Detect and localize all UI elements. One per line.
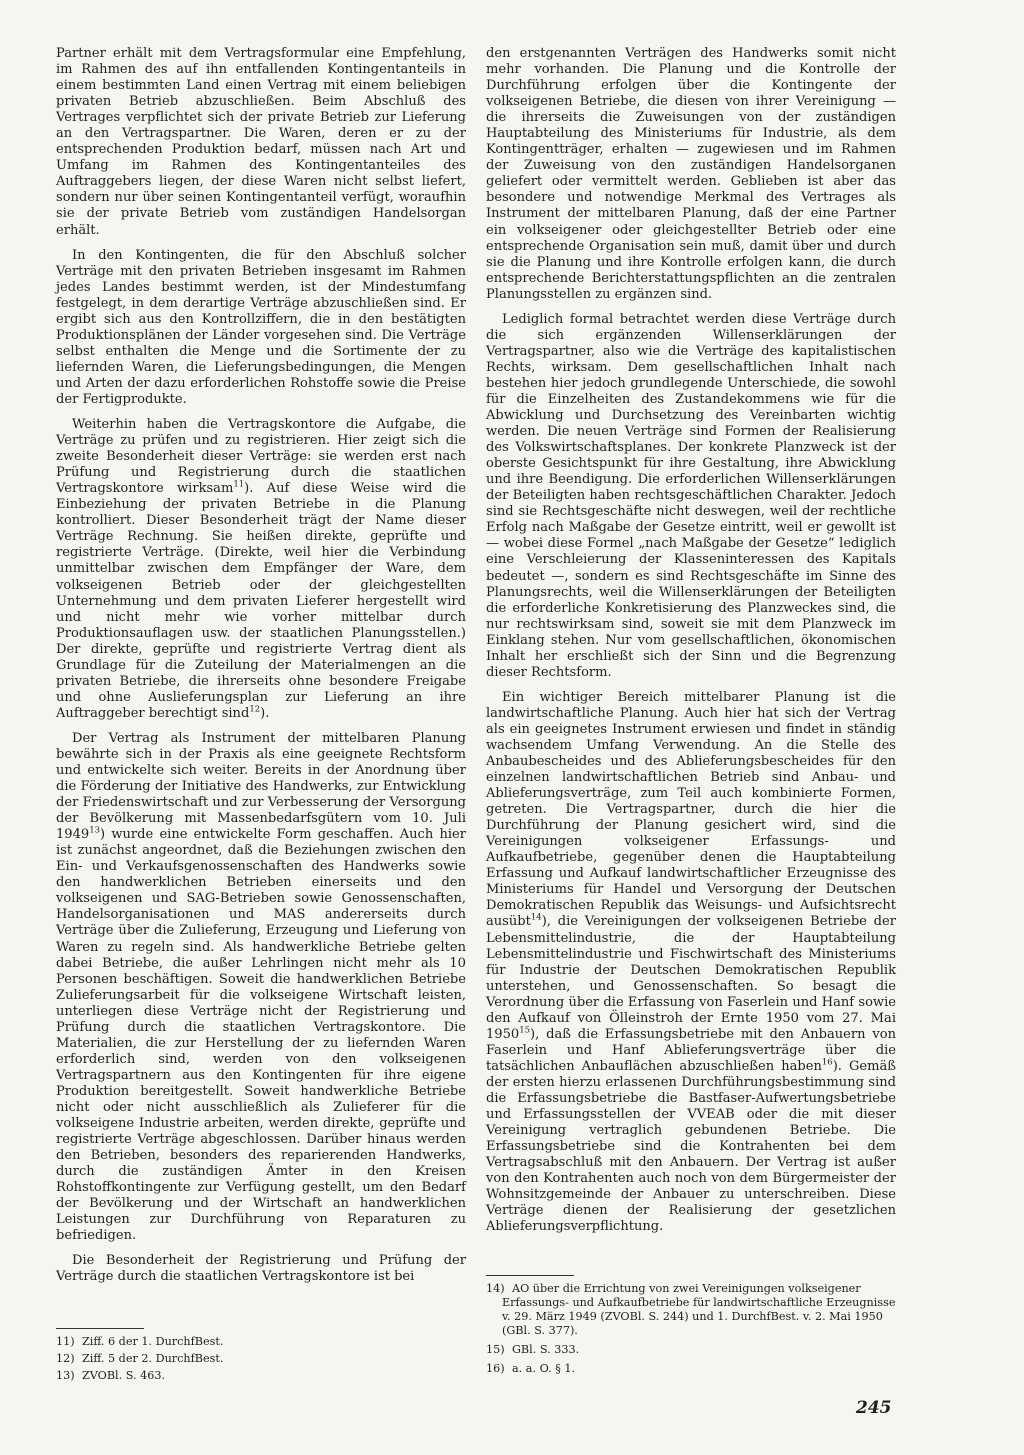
footnote: 13) ZVOBl. S. 463. — [56, 1369, 166, 1382]
footnote-ref: 11 — [233, 479, 245, 490]
footnote-ref: 15 — [519, 1025, 531, 1036]
footnote: 15) GBl. S. 333. — [486, 1343, 580, 1356]
footnote-divider — [56, 1328, 144, 1329]
footnote-ref: 16 — [821, 1057, 833, 1068]
paragraph: Partner erhält mit dem Vertragsformular eine Empfehlung, im Rahmen des auf ihn entfallenden Kontingentanteils in einem bestimmten Land einen Vertrag mit einem beliebigen privaten Betrieb abzuschließen. Beim Abschluß des Vertrages verpflichtet sich der private Betrieb zur Lieferung an den Vertragspartner. Die Waren, deren er zu der entsprechenden Produktion bedarf, müssen nach Art und Umfang im Rahmen des Kontingentanteiles des Auftraggebers liegen, der diese Waren nicht selbst liefert, sondern nur über seinen Kontingentanteil verfügt, woraufhin sie der private Betrieb vom zuständigen Handelsorgan erhält. — [56, 46, 466, 238]
paragraph: den erstgenannten Verträgen des Handwerks somit nicht mehr vorhanden. Die Planung und die Kontrolle der Durchführung erfolgen über die Kontingente der volkseigenen Betriebe, die diesen von ihrer Vereinigung — die ihrerseits die Zuweisungen von der zuständigen Hauptabteilung des Ministeriums für Industrie, als dem Kontingentträger, erhalten — zugewiesen und im Rahmen der Zuweisung von den zuständigen Handelsorganen geliefert oder vermittelt werden. Geblieben ist aber das besondere und notwendige Merkmal des Vertrages als Instrument der mittelbaren Planung, daß der eine Partner ein volkseigener oder gleichgestellter Betrieb oder eine entsprechende Organisation sein muß, damit über und durch sie die Planung und ihre Kontrolle erfolgen kann, die durch entsprechende Berichterstattungspflichten an die zentralen Planungsstellen zu ergänzen sind. — [486, 46, 896, 302]
footnote: 14) AO über die Errichtung von zwei Vereinigungen volkseigener Erfassungs- und Aufkaufbetriebe für landwirtschaftliche Erzeugnisse v. 29. März 1949 (ZVOBl. S. 244) und 1. DurchfBest. v. 2. Mai 1950 (GBl. S. 377). — [486, 1282, 896, 1337]
left-text-column — [56, 46, 466, 1295]
paragraph: Lediglich formal betrachtet werden diese Verträge durch die sich ergänzenden Willenserklärungen der Vertragspartner, also wie die Verträge des kapitalistischen Rechts, wirksam. Dem gesellschaftlichen Inhalt nach bestehen hier jedoch grundlegende Unterschiede, die sowohl für die Einzelheiten des Zustandekommens wie für die Abwicklung und Durchsetzung des Vereinbarten wichtig werden. Die neuen Verträge sind Formen der Realisierung des Volkswirtschaftsplanes. Der konkrete Planzweck ist der oberste Gesichtspunkt für ihre Gestaltung, ihre Abwicklung und ihre Beendigung. Die erforderlichen Willenserklärungen der Beteiligten haben rechtsgeschäftlichen Charakter. Jedoch sind sie Rechtsgeschäfte nicht deswegen, weil der rechtliche Erfolg nach Maßgabe der Gesetze eintritt, weil er gewollt ist — wobei diese Formel „nach Maßgabe der Gesetze“ lediglich eine Verschleierung der Klasseninteressen des Kapitals bedeutet —, sondern es sind Rechtsgeschäfte im Sinne des Planungsrechts, weil die Willenserklärungen der Beteiligten die erforderliche Konkretisierung des Planzweckes sind, die nur rechtswirksam sind, soweit sie mit dem Planzweck im Einklang stehen. Nur vom gesellschaftlichen, ökonomischen Inhalt her erschließt sich der Sinn und die Begrenzung dieser Rechtsform. — [486, 311, 896, 680]
footnote: 12) Ziff. 5 der 2. DurchfBest. — [56, 1352, 224, 1365]
right-text-column — [486, 46, 896, 1244]
footnote-ref: 12 — [249, 704, 261, 715]
footnote: 11) Ziff. 6 der 1. DurchfBest. — [56, 1335, 224, 1348]
paragraph: In den Kontingenten, die für den Abschluß solcher Verträge mit den privaten Betrieben insgesamt im Rahmen jedes Landes bestimmt werden, ist der Mindestumfang festgelegt, in dem derartige Verträge abzuschließen sind. Er ergibt sich aus den Kontrollziffern, die in den bestätigten Produktionsplänen der Länder vorgesehen sind. Die Verträge selbst enthalten die Menge und die Sortimente der zu liefernden Waren, die Lieferungsbedingungen, die Mengen und Arten der dazu erforderlichen Rohstoffe sowie die Preise der Fertigprodukte. — [56, 247, 466, 407]
paragraph: Der Vertrag als Instrument der mittelbaren Planung bewährte sich in der Praxis als eine geeignete Rechtsform und entwickelte sich weiter. Bereits in der Anordnung über die Förderung der Initiative des Handwerks, zur Entwicklung der Friedenswirtschaft und zur Verbesserung der Versorgung der Bevölkerung mit Massenbedarfsgütern vom 10. Juli 1949$^{13}$) wurde eine entwickelte Form geschaffen. Auch hier ist zunächst angeordnet, daß die Beziehungen zwischen den Ein- und Verkaufsgenossenschaften des Handwerks sowie den handwerklichen Betrieben einerseits und den volkseigenen und SAG-Betrieben sowie Genossenschaften, Handelsorganisationen und MAS andererseits durch Verträge über die Zulieferung, Erzeugung und Lieferung von Waren zu regeln sind. Als handwerkliche Betriebe gelten dabei Betriebe, die außer Lehrlingen nicht mehr als 10 Personen beschäftigen. Soweit die handwerklichen Betriebe Zulieferungsarbeit für die volkseigene Wirtschaft leisten, unterliegen diese Verträge nicht der Registrierung und Prüfung durch die staatlichen Vertragskontore. Die Materialien, die zur Herstellung der zu liefernden Waren erforderlich sind, werden von den volkseigenen Vertragspartnern aus den Kontingenten für ihre eigene Produktion bereitgestellt. Soweit handwerkliche Betriebe nicht oder nicht ausschließlich als Zulieferer für die volkseigene Industrie arbeiten, werden direkte, geprüfte und registrierte Verträge abgeschlossen. Darüber hinaus werden den Betrieben, besonders des reparierenden Handwerks, durch die zuständigen Ämter in den Kreisen Rohstoffkontingente zur Verfügung gestellt, um den Bedarf der Bevölkerung und der Wirtschaft an handwerklichen Leistungen zur Durchführung von Reparaturen zu befriedigen. — [56, 730, 466, 1244]
footnote-divider — [486, 1275, 574, 1276]
footnote-ref: 13 — [89, 825, 101, 836]
paragraph: Die Besonderheit der Registrierung und Prüfung der Verträge durch die staatlichen Vertragskontore ist bei — [56, 1253, 466, 1285]
footnotes-right — [486, 1282, 896, 1379]
footnote-ref: 14 — [530, 913, 542, 924]
footnotes-left — [56, 1335, 466, 1386]
paragraph: Weiterhin haben die Vertragskontore die Aufgabe, die Verträge zu prüfen und zu registrieren. Hier zeigt sich die zweite Besonderheit dieser Verträge: sie werden erst nach Prüfung und Registrierung durch die staatlichen Vertragskontore wirksam$^{11}$). Auf diese Weise wird die Einbeziehung der privaten Betriebe in die Planung kontrolliert. Dieser Besonderheit trägt der Name dieser Verträge Rechnung. Sie heißen direkte, geprüfte und registrierte Verträge. (Direkte, weil hier die Verbindung unmittelbar zwischen dem Empfänger der Ware, dem volkseigenen Betrieb oder der gleichgestellten Unternehmung und dem privaten Lieferer hergestellt wird und nicht mehr wie vorher mittelbar durch Produktionsauflagen usw. der staatlichen Planungsstellen.) Der direkte, geprüfte und registrierte Vertrag dient als Grundlage für die Zuteilung der Materialmengen an die privaten Betriebe, die ihrerseits ohne besondere Freigabe und ohne Auslieferungsplan zur Lieferung an ihre Auftraggeber berechtigt sind$^{12}$). — [56, 417, 466, 721]
footnote: 16) a. a. O. § 1. — [486, 1362, 576, 1375]
paragraph: Ein wichtiger Bereich mittelbarer Planung ist die landwirtschaftliche Planung. Auch hier hat sich der Vertrag als ein geeignetes Instrument erwiesen und findet in ständig wachsendem Umfang Verwendung. An die Stelle des Anbaubescheides und des Ablieferungsbescheides für den einzelnen landwirtschaftlichen Betrieb sind Anbau- und Ablieferungsverträge, zum Teil auch kombinierte Formen, getreten. Die Vertragspartner, durch die hier die Durchführung der Planung gesichert wird, sind die Vereinigungen volkseigener Erfassungs- und Aufkaufbetriebe, gegenüber denen die Hauptabteilung Erfassung und Aufkauf landwirtschaftlicher Erzeugnisse des Ministeriums für Handel und Versorgung der Deutschen Demokratischen Republik das Weisungs- und Aufsichtsrecht ausübt$^{14}$), die Vereinigungen der volkseigenen Betriebe der Lebensmittelindustrie, die der Hauptabteilung Lebensmittelindustrie und Fischwirtschaft des Ministeriums für Industrie der Deutschen Demokratischen Republik unterstehen, und Genossenschaften. So besagt die Verordnung über die Erfassung von Faserlein und Hanf sowie den Aufkauf von Ölleinstroh der Ernte 1950 vom 27. Mai 1950$^{15}$), daß die Erfassungsbetriebe mit den Anbauern von Faserlein und Hanf Ablieferungsverträge über die tatsächlichen Anbauflächen abzuschließen haben$^{16}$). Gemäß der ersten hierzu erlassenen Durchführungsbestimmung sind die Erfassungsbetriebe die Bastfaser-Aufwertungsbetriebe und Erfassungsstellen der VVEAB oder die mit dieser Vereinigung vertraglich gebundenen Betriebe. Die Erfassungsbetriebe sind die Kontrahenten bei dem Vertragsabschluß mit den Anbauern. Der Vertrag ist außer von den Kontrahenten auch noch von dem Bürgermeister der Wohnsitzgemeinde der Anbauer zu unterschreiben. Diese Verträge dienen der Realisierung der gesetzlichen Ablieferungsverpflichtung. — [486, 689, 896, 1235]
page-number: 245 — [856, 1398, 892, 1418]
